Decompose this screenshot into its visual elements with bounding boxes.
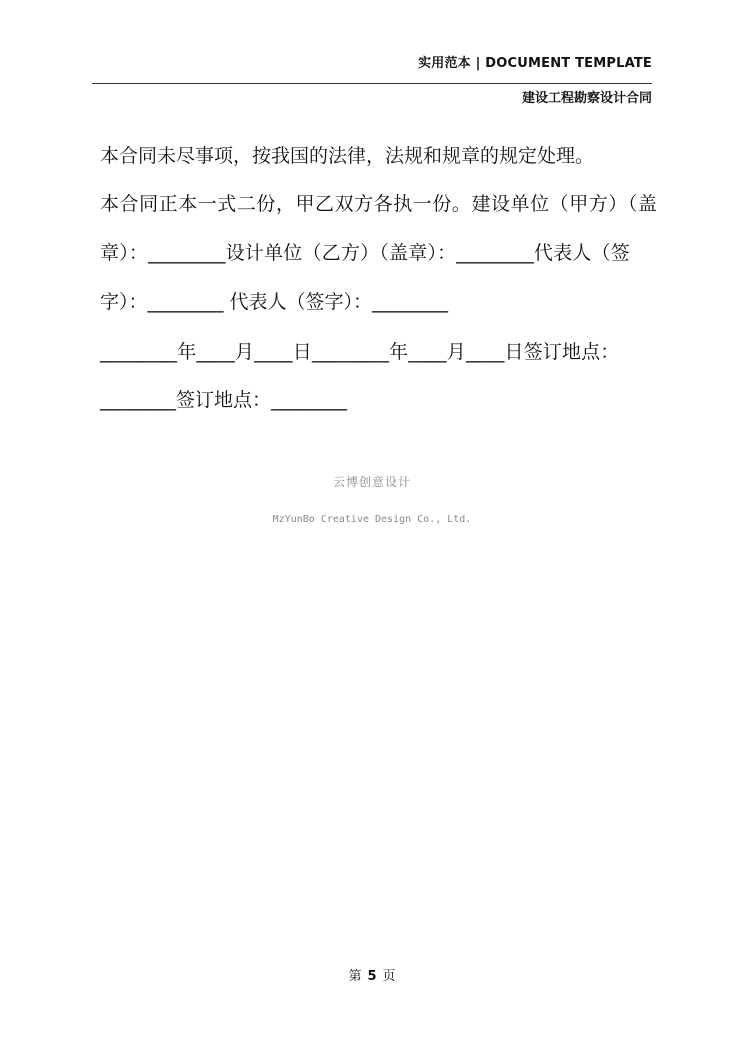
header-subtitle: 建设工程勘察设计合同	[521, 91, 652, 106]
company-name-cn: 云博创意设计	[332, 475, 411, 489]
body-line: ________签订地点：________	[100, 389, 348, 411]
company-name-en: MzYunBo Creative Design Co., Ltd.	[272, 514, 472, 525]
body-line: 章）：________设计单位（乙方）（盖章）：________代表人（签	[100, 242, 630, 264]
body-line: 本合同未尽事项，按我国的法律，法规和规章的规定处理。	[100, 145, 595, 167]
header-title: 实用范本 | DOCUMENT TEMPLATE	[418, 56, 652, 71]
body-line: ________年____月____日________年____月____日签订地点：	[100, 341, 620, 363]
body-line: 字）：________ 代表人（签字）：________	[100, 291, 449, 313]
page-prefix: 第	[348, 969, 362, 984]
page-footer	[0, 965, 744, 984]
page-suffix: 页	[382, 969, 396, 984]
body-line: 本合同正本一式二份，甲乙双方各执一份。建设单位（甲方）（盖	[100, 193, 658, 215]
page-number: 5	[367, 969, 377, 984]
header-divider	[92, 83, 652, 84]
